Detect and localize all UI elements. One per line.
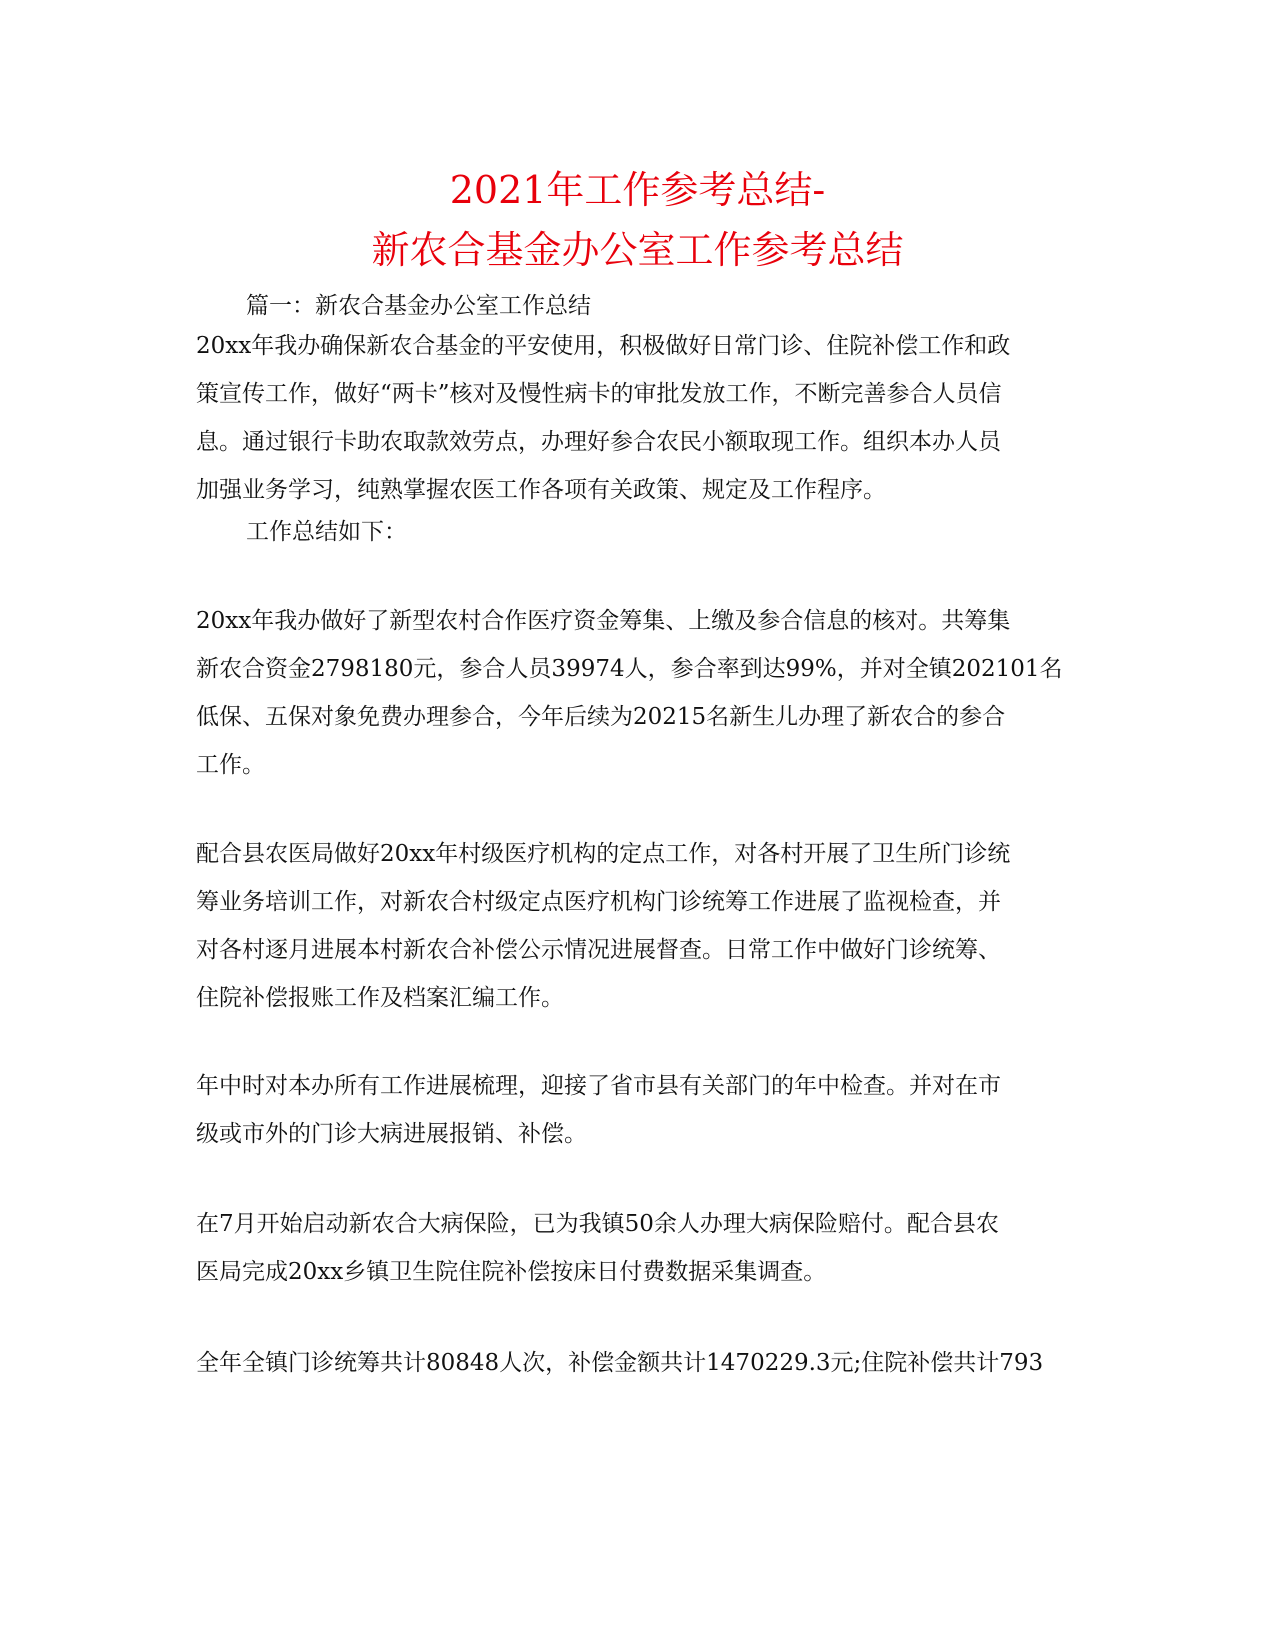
paragraph-line: 20xx年我办确保新农合基金的平安使用，积极做好日常门诊、住院补偿工作和政 (196, 333, 1011, 359)
paragraph-line: 筹业务培训工作，对新农合村级定点医疗机构门诊统筹工作进展了监视检查，并 (196, 889, 1001, 915)
paragraph-line: 息。通过银行卡助农取款效劳点，办理好参合农民小额取现工作。组织本办人员 (196, 429, 1001, 455)
document-title-line-1: 2021年工作参考总结- (449, 168, 826, 212)
paragraph-line: 住院补偿报账工作及档案汇编工作。 (196, 985, 564, 1011)
paragraph-line: 医局完成20xx乡镇卫生院住院补偿按床日付费数据采集调查。 (196, 1259, 827, 1285)
summary-intro-block (196, 508, 1076, 556)
paragraph-line: 新农合资金2798180元，参合人员39974人，参合率到达99%，并对全镇202101名 (196, 656, 1063, 682)
section-heading: 篇一：新农合基金办公室工作总结 (246, 293, 591, 319)
paragraph-line: 对各村逐月进展本村新农合补偿公示情况进展督查。日常工作中做好门诊统筹、 (196, 937, 1001, 963)
paragraph-line: 20xx年我办做好了新型农村合作医疗资金筹集、上缴及参合信息的核对。共筹集 (196, 608, 1011, 634)
paragraph-line: 在7月开始启动新农合大病保险，已为我镇50余人办理大病保险赔付。配合县农 (196, 1211, 999, 1237)
summary-intro: 工作总结如下： (246, 519, 407, 545)
paragraph-6 (196, 1339, 1076, 1387)
paragraph-line: 策宣传工作，做好“两卡”核对及慢性病卡的审批发放工作，不断完善参合人员信 (196, 381, 1002, 407)
paragraph-line: 全年全镇门诊统筹共计80848人次，补偿金额共计1470229.3元;住院补偿共计793 (196, 1350, 1044, 1376)
paragraph-4 (196, 1062, 1076, 1158)
paragraph-line: 工作。 (196, 752, 265, 778)
paragraph-line: 加强业务学习，纯熟掌握农医工作各项有关政策、规定及工作程序。 (196, 477, 886, 503)
paragraph-1 (196, 322, 1076, 514)
paragraph-5 (196, 1200, 1076, 1296)
paragraph-2 (196, 597, 1076, 789)
paragraph-line: 配合县农医局做好20xx年村级医疗机构的定点工作，对各村开展了卫生所门诊统 (196, 841, 1011, 867)
paragraph-line: 年中时对本办所有工作进展梳理，迎接了省市县有关部门的年中检查。并对在市 (196, 1073, 1001, 1099)
paragraph-line: 低保、五保对象免费办理参合，今年后续为20215名新生儿办理了新农合的参合 (196, 704, 1006, 730)
document-title-line-2: 新农合基金办公室工作参考总结 (371, 228, 904, 272)
paragraph-3 (196, 830, 1076, 1022)
paragraph-line: 级或市外的门诊大病进展报销、补偿。 (196, 1121, 587, 1147)
